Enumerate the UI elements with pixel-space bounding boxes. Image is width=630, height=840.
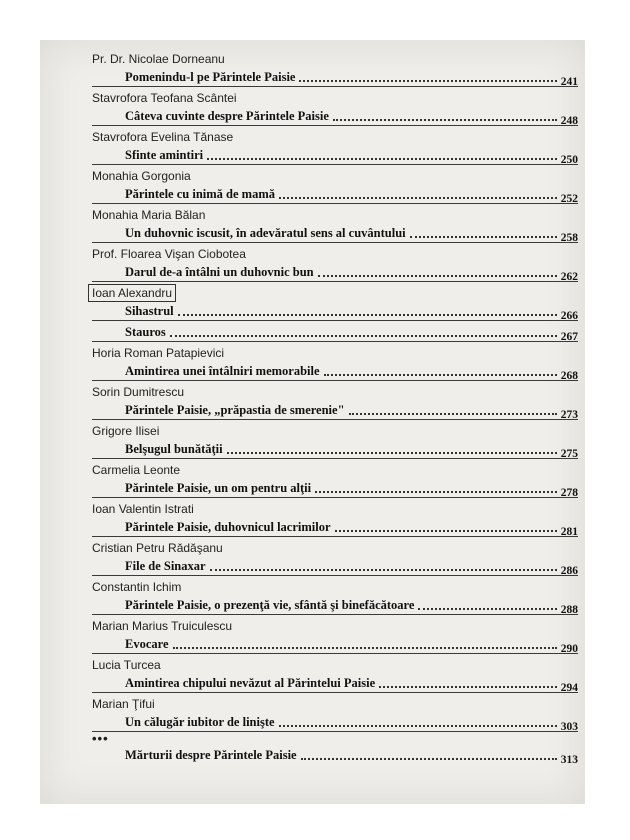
article-title: Câteva cuvinte despre Părintele Paisie <box>125 109 329 123</box>
dot-leader <box>210 568 557 571</box>
toc-title-row[interactable] <box>92 302 578 321</box>
toc-title-row[interactable] <box>92 674 578 693</box>
toc-title-row[interactable] <box>92 596 578 615</box>
dot-leader <box>279 724 557 727</box>
author-name: Grigore Ilisei <box>92 424 160 438</box>
toc-entry <box>92 656 578 693</box>
toc-entry <box>92 578 578 615</box>
article-title: Un duhovnic iscusit, în adevăratul sens al cuvântului <box>125 226 406 240</box>
author-line <box>92 461 578 479</box>
toc-entry <box>92 461 578 498</box>
toc-title-row[interactable] <box>92 713 578 732</box>
author-line <box>92 128 578 146</box>
author-name: Stavrofora Teofana Scântei <box>92 91 237 105</box>
toc-entry <box>92 89 578 126</box>
toc-entry <box>92 128 578 165</box>
author-name: Stavrofora Evelina Tănase <box>92 130 234 144</box>
page-number: 252 <box>560 193 578 205</box>
dot-leader <box>227 451 557 454</box>
toc-entry <box>92 206 578 243</box>
author-name: Prof. Floarea Vişan Ciobotea <box>92 247 246 261</box>
author-name: Horia Roman Patapievici <box>92 346 225 360</box>
author-name: Lucia Turcea <box>92 658 161 672</box>
article-title: Darul de-a întâlni un duhovnic bun <box>125 265 314 279</box>
dot-leader <box>207 157 557 160</box>
author-name: Pr. Dr. Nicolae Dorneanu <box>92 52 225 66</box>
page-number: 290 <box>560 643 578 655</box>
page-number: 250 <box>560 154 578 166</box>
article-title: Părintele Paisie, duhovnicul lacrimilor <box>125 520 331 534</box>
author-name: Carmelia Leonte <box>92 463 181 477</box>
dot-leader <box>335 529 557 532</box>
toc-entry <box>92 695 578 732</box>
dot-leader <box>318 274 557 277</box>
dot-leader <box>324 373 557 376</box>
dot-leader <box>170 334 557 337</box>
page-number: 241 <box>560 76 578 88</box>
author-name: Monahia Maria Bălan <box>92 208 206 222</box>
page-number: 303 <box>560 721 578 733</box>
toc-title-row[interactable] <box>92 557 578 576</box>
article-title: Sfinte amintiri <box>125 148 204 162</box>
dot-leader <box>178 313 557 316</box>
article-title: File de Sinaxar <box>125 559 206 573</box>
page-number: 267 <box>560 331 578 343</box>
author-line <box>92 695 578 713</box>
article-title: Mărturii despre Părintele Paisie <box>125 748 297 762</box>
author-name: Marian Ţifui <box>92 697 155 711</box>
toc-title-row[interactable] <box>92 401 578 420</box>
author-name: Sorin Dumitrescu <box>92 385 185 399</box>
page-number: 248 <box>560 115 578 127</box>
page-number: 278 <box>560 487 578 499</box>
toc-title-row[interactable] <box>92 479 578 498</box>
author-line <box>92 245 578 263</box>
author-line <box>92 500 578 518</box>
toc-entry <box>92 245 578 282</box>
dot-leader <box>410 235 557 238</box>
author-line <box>92 89 578 107</box>
author-line <box>92 617 578 635</box>
article-title: Amintirea unei întâlniri memorabile <box>125 364 320 378</box>
article-title: Amintirea chipului nevăzut al Părintelui Paisie <box>125 676 376 690</box>
toc-entry <box>92 167 578 204</box>
author-name: Ioan Valentin Istrati <box>92 502 194 516</box>
author-line <box>92 167 578 185</box>
dot-leader <box>315 490 557 493</box>
toc-title-row[interactable] <box>92 224 578 243</box>
page-number: 268 <box>560 370 578 382</box>
author-name: Ioan Alexandru <box>88 284 176 302</box>
toc-title-row[interactable] <box>92 107 578 126</box>
page-number: 313 <box>560 754 578 766</box>
toc-entry <box>92 422 578 459</box>
toc-title-row[interactable] <box>92 746 578 764</box>
dot-leader <box>299 79 556 82</box>
page-number: 266 <box>560 310 578 322</box>
toc-title-row[interactable] <box>92 362 578 381</box>
toc-title-row[interactable] <box>92 146 578 165</box>
page-number: 286 <box>560 565 578 577</box>
toc-title-row[interactable] <box>92 185 578 204</box>
toc-entry <box>92 539 578 576</box>
page-number: 273 <box>560 409 578 421</box>
article-title: Părintele Paisie, o prezenţă vie, sfântă şi binefăcătoare <box>125 598 415 612</box>
author-line <box>92 656 578 674</box>
author-name: Constantin Ichim <box>92 580 182 594</box>
toc-entry <box>92 344 578 381</box>
author-line <box>92 206 578 224</box>
section-separator: ••• <box>92 731 109 746</box>
author-name: Marian Marius Truiculescu <box>92 619 233 633</box>
toc-title-row[interactable] <box>92 263 578 282</box>
page-number: 275 <box>560 448 578 460</box>
book-page <box>40 40 585 804</box>
author-line <box>92 539 578 557</box>
author-line <box>92 284 578 302</box>
article-title: Părintele cu inimă de mamă <box>125 187 275 201</box>
dot-leader <box>379 685 557 688</box>
author-line <box>92 344 578 362</box>
page-number: 288 <box>560 604 578 616</box>
author-line <box>92 578 578 596</box>
author-line <box>92 50 578 68</box>
author-line <box>92 383 578 401</box>
toc-entry <box>92 284 578 342</box>
page-number: 258 <box>560 232 578 244</box>
article-title: Belşugul bunătăţii <box>125 442 223 456</box>
toc-entry <box>92 383 578 420</box>
dot-leader <box>418 607 556 610</box>
toc-title-row[interactable] <box>92 68 578 87</box>
toc-entry <box>92 617 578 654</box>
dot-leader <box>301 757 557 760</box>
author-name: Monahia Gorgonia <box>92 169 191 183</box>
toc-title-row[interactable] <box>92 635 578 654</box>
article-title: Stauros <box>125 325 166 339</box>
article-title: Un călugăr iubitor de linişte <box>125 715 275 729</box>
author-name: Cristian Petru Rădăşanu <box>92 541 223 555</box>
article-title: Părintele Paisie, „prăpastia de smerenie" <box>125 403 345 417</box>
toc-title-row[interactable] <box>92 323 578 342</box>
toc-title-row[interactable] <box>92 440 578 459</box>
dot-leader <box>173 646 557 649</box>
toc-entry <box>92 500 578 537</box>
article-title: Evocare <box>125 637 169 651</box>
author-line <box>92 422 578 440</box>
dot-leader <box>279 196 557 199</box>
table-of-contents <box>92 50 578 766</box>
toc-title-row[interactable] <box>92 518 578 537</box>
dot-leader <box>349 412 557 415</box>
article-title: Sihastrul <box>125 304 174 318</box>
toc-entry <box>92 50 578 87</box>
page-number: 262 <box>560 271 578 283</box>
article-title: Părintele Paisie, un om pentru alţii <box>125 481 312 495</box>
article-title: Pomenindu-l pe Părintele Paisie <box>125 70 296 84</box>
dot-leader <box>333 118 557 121</box>
page-number: 294 <box>560 682 578 694</box>
page-number: 281 <box>560 526 578 538</box>
